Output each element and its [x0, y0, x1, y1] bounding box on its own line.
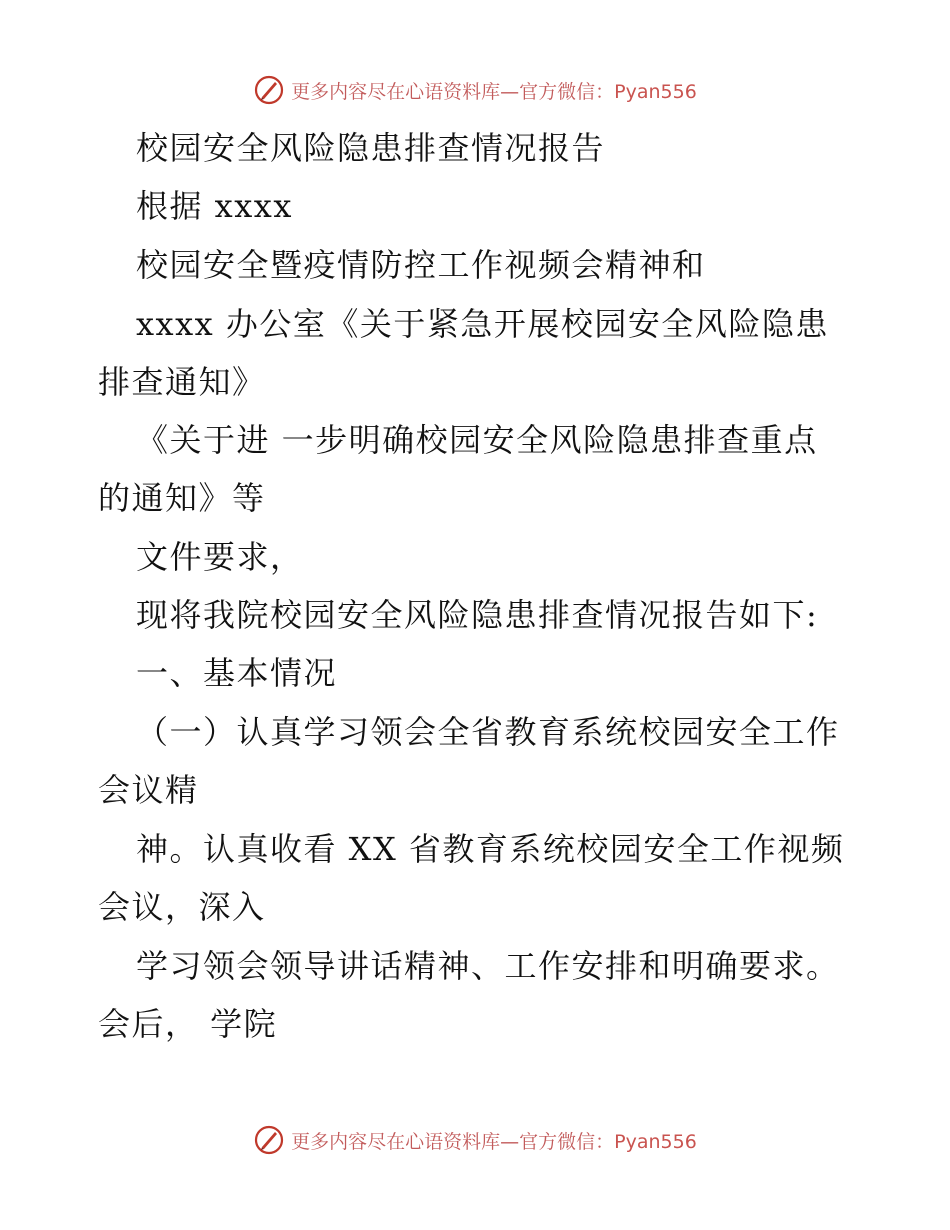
paragraph-line: 文件要求， — [136, 538, 304, 576]
subsection-heading: （一）认真学习领会全省教育系统校园安全工作 — [136, 713, 840, 751]
paragraph-line: 会议，深入 — [98, 888, 266, 926]
section-heading: 一、基本情况 — [136, 654, 338, 692]
wechat-id: Pyan556 — [614, 80, 697, 103]
paragraph-line: 神。认真收看 XX 省教育系统校园安全工作视频 — [136, 830, 845, 868]
paragraph-line: 会议精 — [98, 771, 199, 809]
paragraph-line: 排查通知》 — [98, 363, 266, 401]
watermark-text: 更多内容尽在心语资料库—官方微信：Pyan556 — [291, 1130, 697, 1153]
paragraph-line: xxxx 办公室《关于紧急开展校园安全风险隐患 — [136, 305, 829, 343]
wechat-id: Pyan556 — [614, 1130, 697, 1153]
watermark-banner-bottom — [0, 1122, 950, 1158]
paragraph-line: 学习领会领导讲话精神、工作安排和明确要求。 — [136, 947, 840, 985]
paragraph-line: 校园安全暨疫情防控工作视频会精神和 — [136, 246, 706, 284]
paragraph-line: 根据 xxxx — [136, 187, 293, 225]
quill-pen-circle-icon — [253, 1124, 285, 1156]
paragraph-line: 《关于进 一步明确校园安全风险隐患排查重点 — [136, 421, 818, 459]
paragraph-line: 的通知》等 — [98, 479, 266, 517]
watermark-banner-top — [0, 72, 950, 108]
quill-pen-circle-icon — [253, 74, 285, 106]
paragraph-line: 现将我院校园安全风险隐患排查情况报告如下: — [136, 596, 819, 634]
watermark-text: 更多内容尽在心语资料库—官方微信：Pyan556 — [291, 80, 697, 103]
paragraph-line: 会后， 学院 — [98, 1005, 278, 1043]
document-title: 校园安全风险隐患排查情况报告 — [136, 129, 606, 167]
